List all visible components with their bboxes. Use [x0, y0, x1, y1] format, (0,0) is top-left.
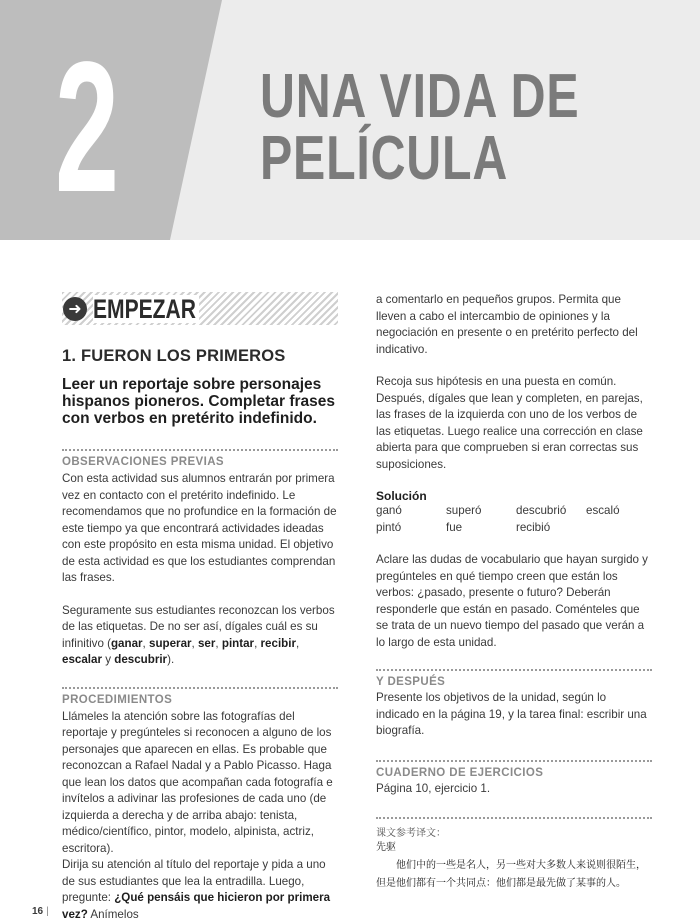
page-number: 16 | — [32, 906, 49, 917]
solucion-word: recibió — [516, 520, 551, 534]
chapter-title — [260, 62, 580, 193]
verb-escalar: escalar — [62, 653, 102, 666]
translation-title: 先驱 — [376, 842, 396, 853]
solucion-word: superó — [446, 504, 482, 517]
observaciones-paragraph-1: Con esta actividad sus alumnos entrarán por primera vez en contacto con el pretérito indefinido. Le recomendamos que no profundice en la formación de este tiempo ya que encontrará actividades ideadas con este propósito en esta misma unidad. El objetivo de esta actividad es que los estudiantes comprendan las frases. — [62, 472, 337, 584]
chapter-title-line-1: UNA VIDA DE — [260, 62, 580, 131]
divider — [376, 817, 652, 819]
verb-descubrir: descubrir — [114, 653, 168, 666]
translation-label: 课文参考译文： — [376, 828, 446, 839]
solucion-word: pintó — [376, 520, 402, 534]
divider — [62, 449, 338, 451]
activity-title: 1. FUERON LOS PRIMEROS — [62, 347, 286, 365]
procedimientos-continued: a comentarlo en pequeños grupos. Permita que lleven a cabo el intercambio de opiniones y la negociación en presente o en pretérito perfecto del indicativo. — [376, 293, 638, 356]
divider — [62, 687, 338, 689]
verb-pintar: pintar — [221, 636, 255, 650]
section-label: EMPEZAR — [93, 295, 199, 323]
verb-ganar: ganar — [110, 636, 143, 650]
activity-subtitle: Leer un reportaje sobre personajes hispanos pioneros. Completar frases con verbos en pretérito indefinido. — [62, 376, 336, 427]
y-despues-paragraph: Presente los objetivos de la unidad, según lo indicado en la página 19, y la tarea final: escribir una biografía. — [376, 691, 647, 737]
solucion-word: ganó — [376, 504, 402, 517]
observaciones-paragraph-2: Seguramente sus estudiantes reconozcan los verbos de las etiquetas. De no ser así, dígales cuál es su infinitivo (ganar, superar, ser, pintar, recibir, escalar y descubrir). — [62, 603, 335, 666]
arrow-circle-icon: ➜ — [63, 297, 87, 321]
cuaderno-heading: CUADERNO DE EJERCICIOS — [376, 766, 544, 779]
divider — [376, 669, 652, 671]
verb-recibir: recibir — [260, 636, 296, 650]
procedimientos-paragraph-2: Dirija su atención al título del reportaje y pida a uno de sus estudiantes que lea la entradilla. Luego, pregunte: ¿Qué pensáis que hicieron por primera vez? Anímelos — [62, 858, 331, 921]
solucion-heading: Solución — [376, 489, 427, 503]
verb-superar: superar — [149, 636, 192, 650]
section-banner — [62, 292, 338, 325]
left-column — [62, 292, 338, 922]
right-column — [376, 292, 652, 893]
chapter-header — [0, 0, 700, 240]
solucion-grid — [376, 503, 652, 536]
y-despues-heading: Y DESPUÉS — [376, 676, 446, 688]
aclare-paragraph: Aclare las dudas de vocabulario que hayan surgido y pregúnteles en qué tiempo creen que están los verbos: ¿pasado, presente o futuro? Deberán responderle que están en pasado. Coménteles que se trata de un nuevo tiempo del pasado que verán a lo largo de esta unidad. — [376, 553, 648, 649]
procedimientos-heading: PROCEDIMIENTOS — [62, 693, 173, 706]
observaciones-heading: OBSERVACIONES PREVIAS — [62, 456, 224, 468]
solucion-word — [586, 520, 652, 537]
procedimientos-paragraph-1: Llámeles la atención sobre las fotografías del reportaje y pregúnteles si reconocen a alguno de los personajes que aparecen en ellas. Es probable que reconozcan a Rafael Nadal y a Pablo Picasso. Haga que lean los datos que acompañan cada fotografía e invítelos a adivinar las profesiones de cada uno (de izquierda a derecha y de arriba abajo: tenista, médico/científico, pintor, modelo, alpinista, actriz, escritora). — [62, 709, 333, 855]
solucion-word: descubrió — [516, 504, 567, 517]
divider — [376, 760, 652, 762]
solucion-word: fue — [446, 520, 463, 534]
solucion-word: escaló — [586, 504, 620, 517]
chapter-number: 2 — [54, 24, 116, 231]
translation-text: 他们中的一些是名人，另一些对大多数人来说则很陌生，但是他们都有一个共同点：他们都是最先做了某事的人。 — [376, 860, 646, 889]
verb-ser: ser — [197, 636, 216, 650]
question-text: ¿Qué pensáis que hicieron por primera vez? — [62, 891, 331, 921]
chapter-title-line-2: PELÍCULA — [260, 124, 509, 193]
cuaderno-paragraph: Página 10, ejercicio 1. — [376, 781, 491, 795]
procedimientos-paragraph-3: Recoja sus hipótesis en una puesta en común. Después, dígales que lean y completen, en parejas, las frases de la izquierda con uno de los verbos de las etiquetas. Luego realice una corrección en clase abierta para que comprueben si eran correctas sus suposiciones. — [376, 375, 643, 471]
